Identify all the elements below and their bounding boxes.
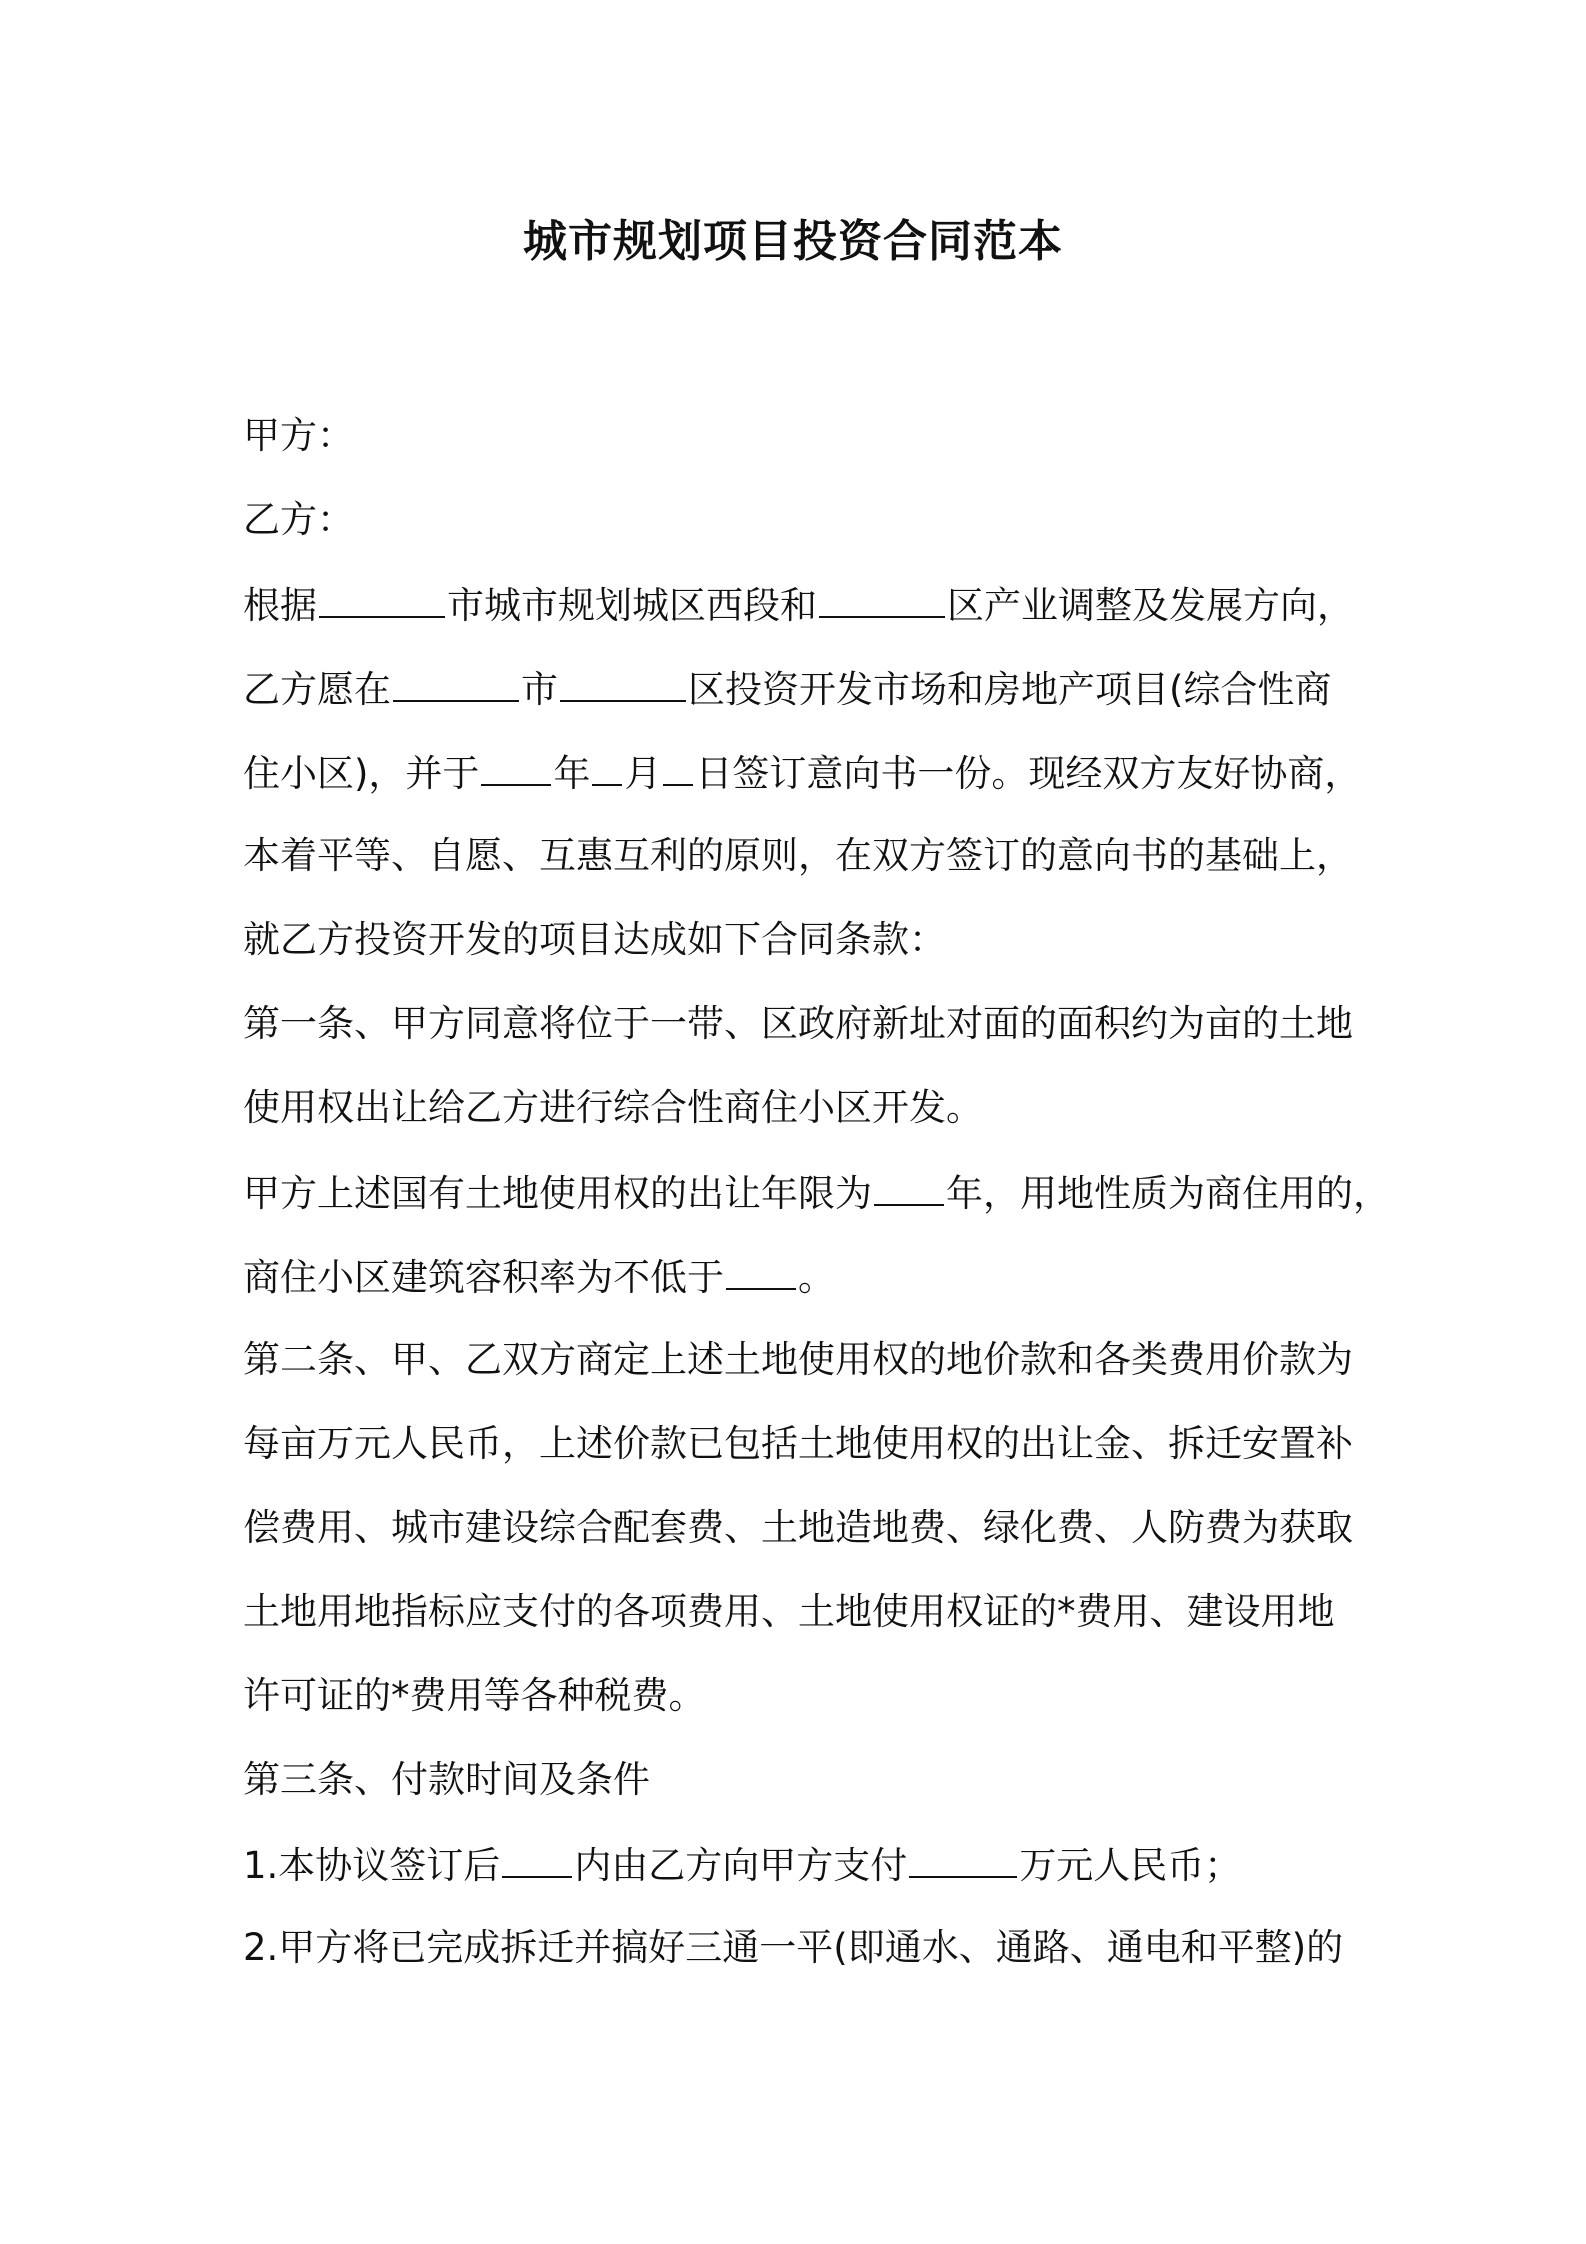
fill-in-blank (502, 1838, 572, 1878)
article-2-line (243, 1334, 1353, 1386)
text-segment: 万元人民币； (1019, 1844, 1242, 1887)
text-segment: 第一条、甲方同意将位于一带、区政府新址对面的面积约为亩的土地 (243, 1002, 1353, 1045)
article-1-line (243, 1250, 835, 1302)
text-segment: 偿费用、城市建设综合配套费、土地造地费、绿化费、人防费为获取 (243, 1506, 1353, 1549)
text-segment: 。 (798, 1256, 835, 1299)
text-segment: 住小区)，并于 (243, 752, 480, 795)
text-segment: 区投资开发市场和房地产项目(综合性商 (688, 668, 1332, 711)
article-3-heading (243, 1754, 650, 1806)
article-2-line (243, 1586, 1335, 1638)
article-3-line (243, 1922, 1343, 1974)
fill-in-blank (726, 1250, 796, 1290)
article-3-line (243, 1838, 1241, 1890)
text-segment: 年，用地性质为商住用的， (946, 1172, 1390, 1215)
text-segment: 第三条、付款时间及条件 (243, 1758, 650, 1801)
text-segment: 2.甲方将已完成拆迁并搞好三通一平(即通水、通路、通电和平整)的 (243, 1926, 1344, 1969)
text-segment: 就乙方投资开发的项目达成如下合同条款： (243, 918, 946, 961)
article-1-line (243, 1166, 1390, 1218)
text-segment: 市城市规划城区西段和 (447, 584, 817, 627)
fill-in-blank (819, 578, 945, 618)
article-2-line (243, 1502, 1353, 1554)
paragraph-line (243, 578, 1354, 630)
text-segment: 月 (624, 752, 662, 795)
text-segment: 市 (521, 668, 558, 711)
text-segment: 内由乙方向甲方支付 (574, 1844, 908, 1887)
party-a-label: 甲方： (243, 414, 354, 457)
text-segment: 年 (553, 752, 591, 795)
text-segment: 许可证的*费用等各种税费。 (243, 1674, 706, 1717)
fill-in-blank (560, 662, 686, 702)
fill-in-blank (393, 662, 519, 702)
paragraph-line (243, 830, 1353, 882)
fill-in-blank (909, 1838, 1017, 1878)
text-segment: 甲方上述国有土地使用权的出让年限为 (243, 1172, 872, 1215)
article-2-line (243, 1418, 1353, 1470)
fill-in-blank (663, 746, 693, 786)
article-1-line (243, 1082, 983, 1134)
text-segment: 日签订意向书一份。现经双方友好协商， (695, 752, 1362, 795)
text-segment: 本着平等、自愿、互惠互利的原则，在双方签订的意向书的基础上， (243, 834, 1353, 877)
party-b-line (243, 494, 354, 546)
text-segment: 使用权出让给乙方进行综合性商住小区开发。 (243, 1086, 983, 1129)
paragraph-line (243, 662, 1331, 714)
party-b-label: 乙方： (243, 498, 354, 541)
fill-in-blank (319, 578, 445, 618)
text-segment: 第二条、甲、乙双方商定上述土地使用权的地价款和各类费用价款为 (243, 1338, 1353, 1381)
text-segment: 每亩万元人民币，上述价款已包括土地使用权的出让金、拆迁安置补 (243, 1422, 1353, 1465)
text-segment: 区产业调整及发展方向， (947, 584, 1354, 627)
paragraph-line (243, 746, 1361, 798)
text-segment: 乙方愿在 (243, 668, 391, 711)
party-a-line (243, 410, 354, 462)
paragraph-line (243, 914, 946, 966)
text-segment: 商住小区建筑容积率为不低于 (243, 1256, 724, 1299)
text-segment: 根据 (243, 584, 317, 627)
fill-in-blank (481, 746, 551, 786)
fill-in-blank (874, 1166, 944, 1206)
article-1-line (243, 998, 1353, 1050)
text-segment: 土地用地指标应支付的各项费用、土地使用权证的*费用、建设用地 (243, 1590, 1335, 1633)
document-title: 城市规划项目投资合同范本 (523, 216, 1063, 267)
article-2-line (243, 1670, 706, 1722)
text-segment: 1.本协议签订后 (243, 1844, 501, 1887)
fill-in-blank (592, 746, 622, 786)
